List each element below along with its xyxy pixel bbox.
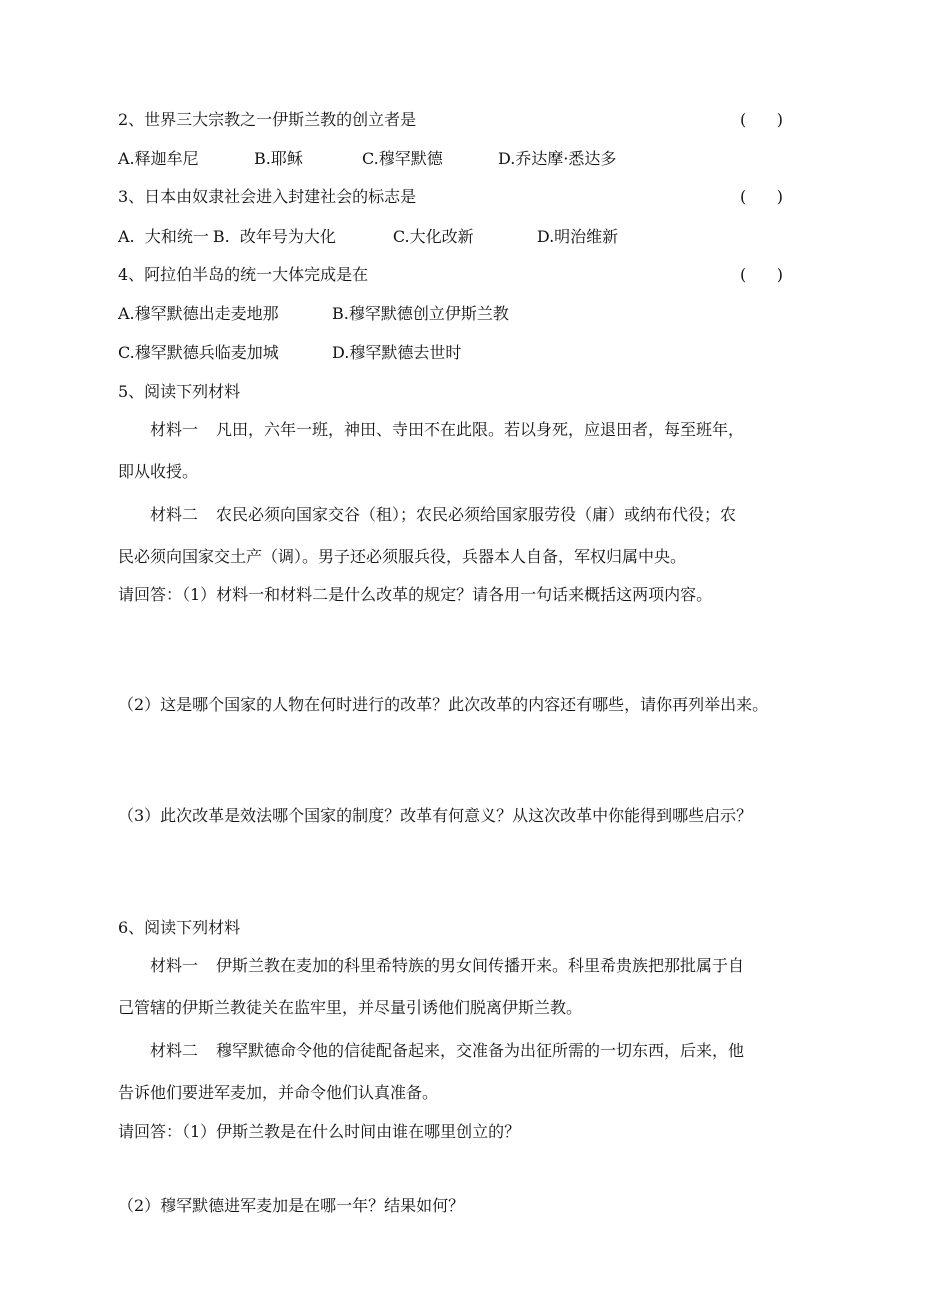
q6-material-2-line-2: 告诉他们要进军麦加，并命令他们认真准备。 (118, 1083, 439, 1102)
q2-option-d: D.乔达摩·悉达多 (498, 149, 617, 168)
q5-material-1-label: 材料一 (150, 420, 199, 439)
q4-options-row-2 (118, 343, 461, 363)
q6-material-1-line-1 (150, 956, 744, 976)
q2-option-c: C.穆罕默德 (362, 149, 443, 168)
q6-stem: 6、阅读下列材料 (118, 918, 241, 937)
q5-stem: 5、阅读下列材料 (118, 382, 241, 401)
q4-option-d: D.穆罕默德去世时 (332, 343, 462, 362)
q4-options-row-1 (118, 304, 509, 324)
q5-material-1-line-1 (150, 420, 744, 440)
q2-option-a: A.释迦牟尼 (118, 149, 199, 168)
q5-question-3: （3）此次改革是效法哪个国家的制度？改革有何意义？从这次改革中你能得到哪些启示？ (118, 806, 753, 825)
q2-option-b: B.耶稣 (254, 149, 303, 168)
q6-material-1-label: 材料一 (150, 956, 199, 975)
q6-material-2-label: 材料二 (150, 1041, 199, 1060)
q6-question-2: （2）穆罕默德进军麦加是在哪一年？结果如何？ (118, 1196, 465, 1215)
q3-stem: 3、日本由奴隶社会进入封建社会的标志是 (118, 187, 417, 206)
q5-material-1-line-2: 即从收授。 (118, 462, 199, 481)
q6-material-1-text: 伊斯兰教在麦加的科里希特族的男女间传播开来。科里希贵族把那批属于自 (216, 956, 745, 975)
q2-stem: 2、世界三大宗教之一伊斯兰教的创立者是 (118, 110, 417, 129)
q4-option-a: A.穆罕默德出走麦地那 (118, 304, 279, 323)
q6-material-2-line-1 (150, 1041, 744, 1061)
q6-material-2-text: 穆罕默德命令他的信徒配备起来，交准备为出征所需的一切东西，后来，他 (216, 1041, 745, 1060)
q5-question-2: （2）这是哪个国家的人物在何时进行的改革？此次改革的内容还有哪些，请你再列举出来。 (118, 695, 769, 714)
q6-question-1: 请回答：（1）伊斯兰教是在什么时间由谁在哪里创立的？ (118, 1122, 521, 1141)
q5-material-2-label: 材料二 (150, 505, 199, 524)
q6-material-1-line-2: 己管辖的伊斯兰教徒关在监牢里，并尽量引诱他们脱离伊斯兰教。 (118, 998, 583, 1017)
q4-answer-bracket[interactable]: ( ) (740, 265, 783, 284)
q4-option-b: B.穆罕默德创立伊斯兰教 (332, 304, 509, 323)
q5-material-2-line-2: 民必须向国家交土产（调）。男子还必须服兵役，兵器本人自备，军权归属中央。 (118, 547, 687, 566)
q3-option-b: B. 改年号为大化 (212, 227, 336, 246)
q5-material-2-text: 农民必须向国家交谷（租）；农民必须给国家服劳役（庸）或纳布代役；农 (216, 505, 737, 524)
q5-material-2-line-1 (150, 505, 736, 525)
q4-option-c: C.穆罕默德兵临麦加城 (118, 343, 279, 362)
q2-answer-bracket[interactable]: ( ) (740, 110, 783, 129)
q3-answer-bracket[interactable]: ( ) (740, 187, 783, 206)
q5-material-1-text: 凡田，六年一班，神田、寺田不在此限。若以身死，应退田者，每至班年， (216, 420, 745, 439)
q3-option-c: C.大化改新 (392, 227, 474, 246)
q5-question-1: 请回答：（1）材料一和材料二是什么改革的规定？请各用一句话来概括这两项内容。 (118, 585, 713, 604)
q3-option-d: D.明治维新 (536, 227, 619, 246)
q2-options (118, 149, 616, 169)
q3-options (118, 227, 618, 247)
q4-stem: 4、阿拉伯半岛的统一大体完成是在 (118, 265, 369, 284)
q3-option-a: A. 大和统一 (118, 227, 209, 246)
